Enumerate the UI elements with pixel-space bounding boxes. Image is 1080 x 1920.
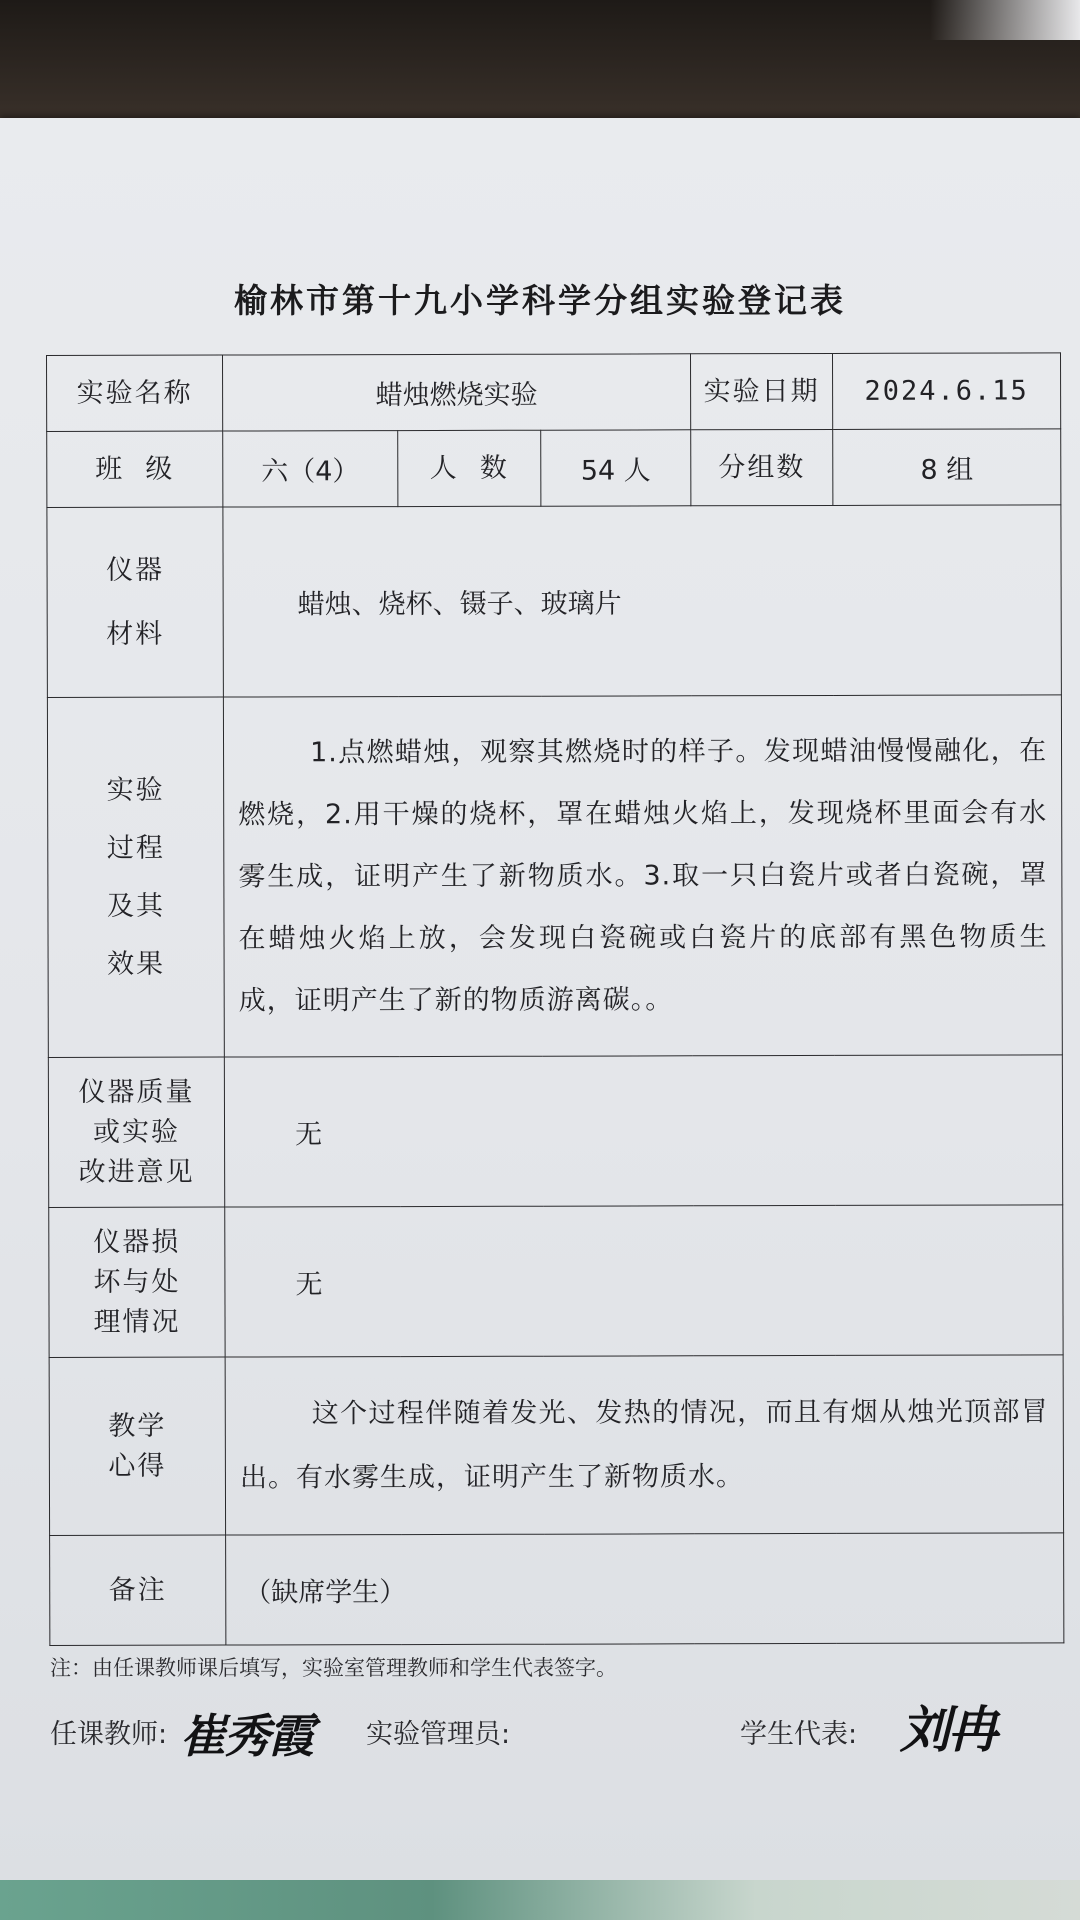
process-label-line4: 效果 — [107, 948, 166, 980]
background-top — [0, 0, 1080, 130]
class-value: 六（4） — [223, 431, 398, 507]
admin-label: 实验管理员: — [366, 1719, 511, 1750]
instruments-value: 蜡烛、烧杯、镊子、玻璃片 — [223, 505, 1062, 697]
row-instruments — [47, 505, 1062, 698]
quality-label-line1: 仪器质量 — [78, 1076, 195, 1108]
row-remarks — [50, 1533, 1064, 1646]
student-count-value: 54 人 — [541, 430, 691, 506]
quality-label — [48, 1057, 224, 1207]
reflection-text: 这个过程伴随着发光、发热的情况，而且有烟从烛光顶部冒出。有水雾生成，证明产生了新物质水。 — [225, 1355, 1063, 1535]
signature-row — [50, 1702, 1040, 1762]
experiment-date-label: 实验日期 — [691, 353, 833, 429]
remarks-value: （缺席学生） — [226, 1533, 1064, 1645]
row-damage — [49, 1205, 1063, 1358]
process-label — [47, 697, 224, 1057]
form-title: 榆林市第十九小学科学分组实验登记表 — [234, 281, 846, 320]
remarks-label: 备注 — [50, 1535, 226, 1645]
instruments-label — [47, 507, 223, 697]
quality-value: 无 — [224, 1055, 1062, 1207]
process-label-line3: 及其 — [106, 890, 165, 922]
experiment-name-label: 实验名称 — [47, 355, 223, 431]
instruments-label-line1: 仪器 — [106, 554, 165, 586]
experiment-name-value: 蜡烛燃烧实验 — [223, 354, 691, 431]
damage-label — [49, 1207, 225, 1357]
student-count-label: 人 数 — [398, 430, 541, 506]
damage-label-line3: 理情况 — [93, 1306, 181, 1338]
footnote: 注：由任课教师课后填写，实验室管理教师和学生代表签字。 — [50, 1656, 617, 1680]
student-label: 学生代表: — [740, 1719, 858, 1750]
reflection-label-line2: 心得 — [108, 1450, 167, 1482]
process-label-line1: 实验 — [106, 774, 165, 806]
group-count-label: 分组数 — [691, 429, 833, 505]
teacher-label: 任课教师: — [50, 1719, 168, 1750]
process-text: 1.点燃蜡烛，观察其燃烧时的样子。发现蜡油慢慢融化，在燃烧，2.用干燥的烧杯，罩在蜡烛火焰上，发现烧杯里面会有水雾生成，证明产生了新物质水。3.取一只白瓷片或者白瓷碗，罩在蜡烛火焰上放，会发现白瓷碗或白瓷片的底部有黑色物质生成，证明产生了新的物质游离碳。。 — [223, 695, 1062, 1057]
quality-label-line3: 改进意见 — [78, 1156, 195, 1188]
reflection-label-line1: 教学 — [108, 1410, 167, 1442]
student-signature: 刘冉 — [900, 1700, 996, 1759]
background-bottom — [0, 1880, 1080, 1920]
row-experiment-name — [47, 353, 1061, 432]
quality-label-line2: 或实验 — [92, 1116, 181, 1148]
background-glare — [930, 0, 1080, 40]
registration-table — [46, 352, 1064, 1646]
group-count-value: 8 组 — [833, 429, 1061, 506]
damage-label-line2: 坏与处 — [93, 1266, 181, 1298]
row-process — [47, 695, 1062, 1058]
row-class-info — [47, 429, 1061, 508]
class-label: 班 级 — [47, 431, 223, 507]
row-reflection — [49, 1355, 1063, 1536]
teacher-signature: 崔秀霞 — [180, 1709, 312, 1763]
damage-label-line1: 仪器损 — [93, 1226, 181, 1258]
row-quality — [48, 1055, 1062, 1208]
instruments-label-line2: 材料 — [106, 618, 165, 650]
reflection-label — [49, 1357, 225, 1535]
experiment-date-value: 2024.6.15 — [833, 353, 1061, 430]
process-label-line2: 过程 — [106, 832, 165, 864]
damage-value: 无 — [225, 1205, 1063, 1357]
